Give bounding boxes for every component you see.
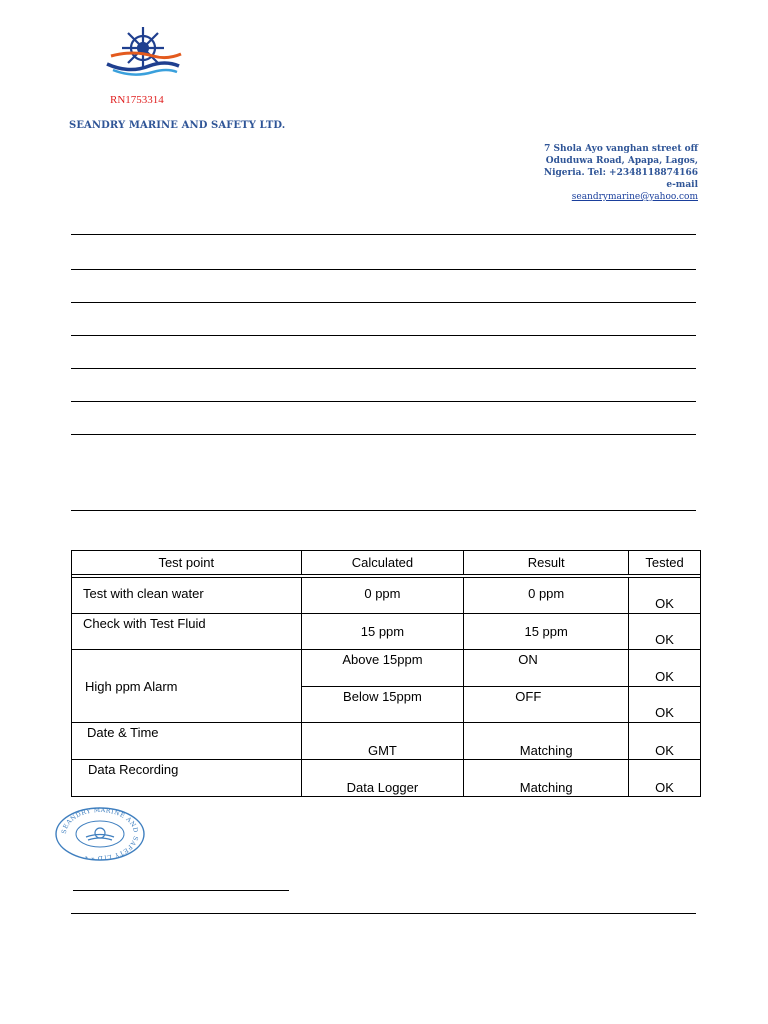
- header-result: Result: [464, 551, 629, 575]
- table-row: [72, 650, 701, 687]
- tested-cell: OK: [629, 760, 701, 797]
- table-header-row: [72, 551, 701, 575]
- calculated-cell: 0 ppm: [301, 578, 464, 614]
- company-name: SEANDRY MARINE AND SAFETY LTD.: [69, 120, 286, 131]
- form-rule: [71, 368, 696, 369]
- tested-cell: OK: [629, 578, 701, 614]
- test-point-cell: Check with Test Fluid: [72, 614, 302, 650]
- table-row: [72, 614, 701, 650]
- form-rule: [71, 401, 696, 402]
- signature-line: [73, 890, 289, 891]
- calculated-cell: Data Logger: [301, 760, 464, 797]
- form-rule: [71, 335, 696, 336]
- calculated-cell: 15 ppm: [301, 614, 464, 650]
- test-point-cell: Date & Time: [72, 723, 302, 760]
- address-line: 7 Shola Ayo vanghan street off: [544, 144, 698, 154]
- form-rule: [71, 302, 696, 303]
- email-link[interactable]: seandrymarine@yahoo.com: [571, 192, 698, 202]
- table-row: [72, 723, 701, 760]
- form-rule: [71, 510, 696, 511]
- result-cell: 15 ppm: [464, 614, 629, 650]
- calculated-cell: GMT: [301, 723, 464, 760]
- result-cell: Matching: [464, 723, 629, 760]
- result-cell: ON: [464, 650, 629, 687]
- company-stamp: [54, 806, 146, 862]
- calculated-cell: Below 15ppm: [301, 687, 464, 723]
- address-line: e-mail: [666, 180, 698, 190]
- tested-cell: OK: [629, 614, 701, 650]
- form-rule: [71, 234, 696, 235]
- test-point-cell: Test with clean water: [72, 578, 302, 614]
- table-row: [72, 578, 701, 614]
- form-rule: [71, 269, 696, 270]
- company-logo: [93, 16, 193, 94]
- footer-rule: [71, 913, 696, 914]
- calculated-cell: Above 15ppm: [301, 650, 464, 687]
- header-test-point: Test point: [72, 551, 302, 575]
- tested-cell: OK: [629, 650, 701, 687]
- address-line: Nigeria. Tel: +2348118874166: [543, 168, 698, 178]
- test-point-cell: High ppm Alarm: [72, 650, 302, 723]
- test-results-table: [71, 550, 701, 797]
- company-address: [478, 143, 698, 203]
- header-calculated: Calculated: [301, 551, 464, 575]
- table-row: [72, 760, 701, 797]
- tested-cell: OK: [629, 687, 701, 723]
- address-line: Oduduwa Road, Apapa, Lagos,: [545, 156, 698, 166]
- result-cell: 0 ppm: [464, 578, 629, 614]
- form-rule: [71, 434, 696, 435]
- svg-text:SEANDRY MARINE AND SAFETY LTD: SEANDRY MARINE AND SAFETY LTD * *: [60, 806, 140, 862]
- registration-number: RN1753314: [110, 94, 164, 106]
- result-cell: OFF: [464, 687, 629, 723]
- result-cell: Matching: [464, 760, 629, 797]
- header-tested: Tested: [629, 551, 701, 575]
- tested-cell: OK: [629, 723, 701, 760]
- test-point-cell: Data Recording: [72, 760, 302, 797]
